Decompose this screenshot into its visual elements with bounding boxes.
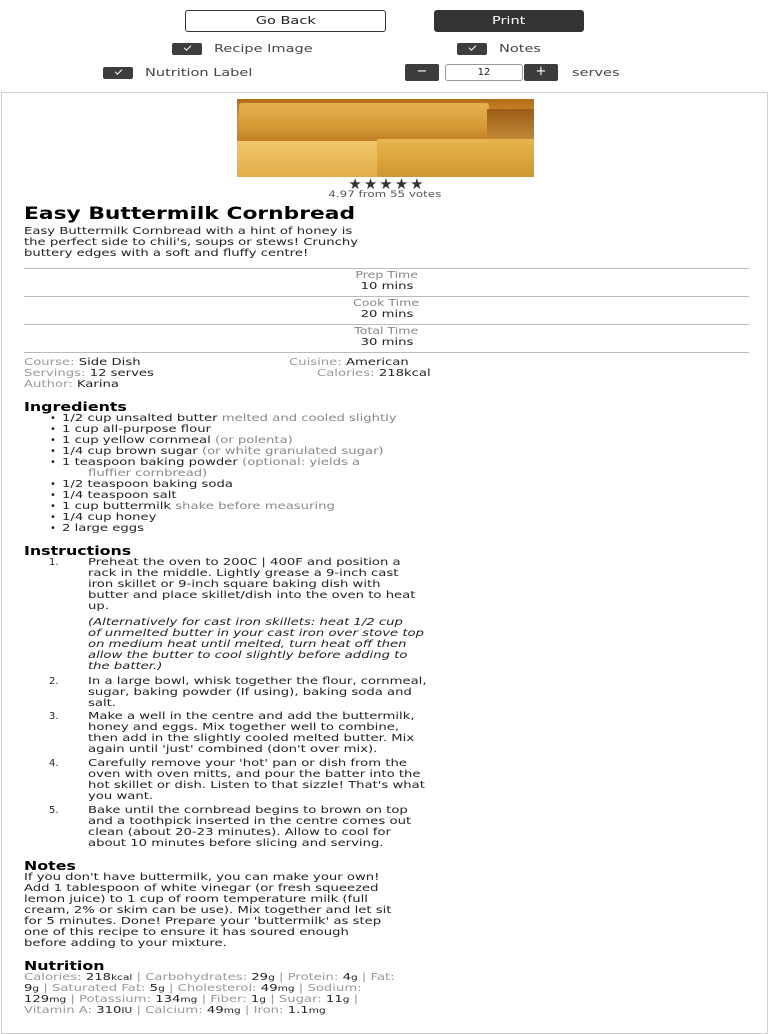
recipe-image-toggle[interactable] — [172, 41, 313, 57]
instruction-line: Bake until the cornbread begins to brown on top — [88, 805, 408, 816]
increase-servings-button[interactable]: + — [524, 64, 558, 81]
times-divider — [24, 352, 749, 353]
instruction-tip-line: the batter.) — [88, 661, 163, 672]
instruction-line: rack in the middle. Lightly grease a 9-inch cast — [88, 568, 399, 579]
recipe-image — [237, 99, 534, 177]
course-meta: Course: Side Dish — [24, 357, 141, 368]
instruction-line: sugar, baking powder (If using), baking soda and — [88, 687, 412, 698]
recipe-card — [1, 92, 768, 1034]
go-back-button[interactable] — [185, 10, 386, 32]
servings-meta: Servings: 12 serves — [24, 368, 154, 379]
ingredient-item: • 1/2 teaspoon baking soda — [62, 479, 192, 490]
notes-line: for 5 minutes. Done! Prepare your 'buttermilk' as step — [24, 916, 382, 927]
notes-line: Add 1 tablespoon of white vinegar (or fresh squeezed — [24, 883, 379, 894]
cook-time — [24, 296, 749, 320]
instruction-line: iron skillet or 9-inch square baking dish with — [88, 579, 381, 590]
cook-time-label: Cook Time — [353, 298, 420, 309]
step-number: 5. — [49, 805, 59, 816]
instruction-line: again until 'just' combined (don't over mix). — [88, 744, 378, 755]
nutrition-line: 129mg | Potassium: 134mg | Fiber: 1g | Sugar: 11g | — [24, 994, 359, 1005]
instruction-line: then add in the slightly cooled melted butter. Mix — [88, 733, 415, 744]
ingredient-item: • 1 teaspoon baking powder (optional: yields a — [62, 457, 288, 468]
prep-time — [24, 268, 749, 292]
instruction-line: Make a well in the centre and add the buttermilk, — [88, 711, 415, 722]
ingredient-item: • 1 cup buttermilk shake before measuring — [62, 501, 269, 512]
ingredient-item: • 1 cup all-purpose flour — [62, 424, 175, 435]
instruction-line: butter and place skillet/dish into the oven to heat — [88, 590, 416, 601]
nutrition-line: Vitamin A: 310IU | Calcium: 49mg | Iron: 1.1mg — [24, 1005, 326, 1016]
recipe-summary: Easy Buttermilk Cornbread with a hint of honey is the perfect side to chili's, soups or stews! Crunchy buttery edges with a soft and fluffy centre! — [24, 226, 359, 259]
instruction-line: hot skillet or dish. Listen to that sizzle! That's what — [88, 780, 425, 791]
cuisine-meta: Cuisine: American — [289, 357, 409, 368]
ingredient-item: • 1/4 cup honey — [62, 512, 134, 523]
step-number: 3. — [49, 711, 59, 722]
step-number: 2. — [49, 676, 59, 687]
instruction-line: oven with oven mitts, and pour the batter into the — [88, 769, 421, 780]
total-time-label: Total Time — [354, 326, 419, 337]
instruction-line: honey and eggs. Mix together well to combine, — [88, 722, 400, 733]
instruction-line: Preheat the oven to 200C | 400F and position a — [88, 557, 401, 568]
go-back-label: Go Back — [255, 14, 316, 27]
ingredient-item: • 2 large eggs — [62, 523, 124, 534]
author-meta: Author: Karina — [24, 379, 119, 390]
print-label: Print — [492, 14, 526, 27]
notes-line: lemon juice) to 1 cup of room temperature milk (full — [24, 894, 368, 905]
instruction-line: up. — [88, 601, 109, 612]
notes-line: If you don't have buttermilk, you can make your own! — [24, 872, 380, 883]
ingredient-item: • 1/4 teaspoon salt — [62, 490, 149, 501]
instruction-tip-line: (Alternatively for cast iron skillets: heat 1/2 cup — [88, 617, 403, 628]
instructions-heading: Instructions — [24, 544, 132, 558]
nutrition-heading: Nutrition — [24, 959, 105, 973]
calories-meta: Calories: 218kcal — [317, 368, 431, 379]
decrease-servings-button[interactable]: − — [405, 64, 439, 81]
notes-line: one of this recipe to ensure it has soured enough — [24, 927, 349, 938]
servings-input[interactable]: 12 — [445, 64, 523, 81]
prep-time-value: 10 mins — [360, 281, 413, 292]
cook-time-value: 20 mins — [360, 309, 413, 320]
recipe-title: Easy Buttermilk Cornbread — [24, 204, 356, 223]
rating-votes: 4.97 from 55 votes — [327, 190, 441, 200]
step-number: 4. — [49, 758, 59, 769]
nutrition-line: Calories: 218kcal | Carbohydrates: 29g | Protein: 4g | Fat: — [24, 972, 395, 983]
nutrition-label-text: Nutrition Label — [145, 66, 253, 79]
instruction-line: about 10 minutes before slicing and serving. — [88, 838, 384, 849]
notes-checkbox[interactable] — [457, 43, 487, 55]
instruction-line: you want. — [88, 791, 154, 802]
rating-stars[interactable]: ★★★★★ — [348, 175, 426, 193]
instruction-line: clean (about 20-23 minutes). Allow to cool for — [88, 827, 391, 838]
instruction-tip-line: allow the butter to cool slightly before adding to — [88, 650, 408, 661]
notes-line: cream, 2% or skim can be use). Mix together and let sit — [24, 905, 392, 916]
serves-label: serves — [572, 66, 620, 79]
instruction-tip-line: on medium heat until melted, turn heat off then — [88, 639, 407, 650]
ingredient-item: • 1 cup yellow cornmeal (or polenta) — [62, 435, 237, 446]
notes-toggle[interactable] — [457, 41, 541, 57]
total-time-value: 30 mins — [360, 337, 413, 348]
nutrition-line: 9g | Saturated Fat: 5g | Cholesterol: 49mg | Sodium: — [24, 983, 362, 994]
ingredient-item: • 1/4 cup brown sugar (or white granulated sugar) — [62, 446, 306, 457]
instruction-line: and a toothpick inserted in the centre comes out — [88, 816, 412, 827]
print-button[interactable] — [434, 10, 584, 32]
ingredient-note-continued: fluffier cornbread) — [88, 468, 208, 479]
ingredient-item: • 1/2 cup unsalted butter melted and cooled slightly — [62, 413, 316, 424]
nutrition-label-toggle[interactable] — [103, 65, 253, 81]
instruction-line: Carefully remove your 'hot' pan or dish from the — [88, 758, 407, 769]
instruction-line: salt. — [88, 698, 117, 709]
notes-heading: Notes — [24, 859, 76, 873]
nutrition-label-checkbox[interactable] — [103, 67, 133, 79]
notes-line: before adding to your mixture. — [24, 938, 227, 949]
ingredients-heading: Ingredients — [24, 400, 127, 414]
instruction-line: In a large bowl, whisk together the flour, cornmeal, — [88, 676, 427, 687]
step-number: 1. — [49, 557, 59, 568]
prep-time-label: Prep Time — [355, 270, 418, 281]
recipe-image-label: Recipe Image — [214, 42, 313, 55]
total-time — [24, 324, 749, 348]
notes-label: Notes — [499, 42, 541, 55]
instruction-tip-line: of unmelted butter in your cast iron over stove top — [88, 628, 424, 639]
recipe-image-checkbox[interactable] — [172, 43, 202, 55]
